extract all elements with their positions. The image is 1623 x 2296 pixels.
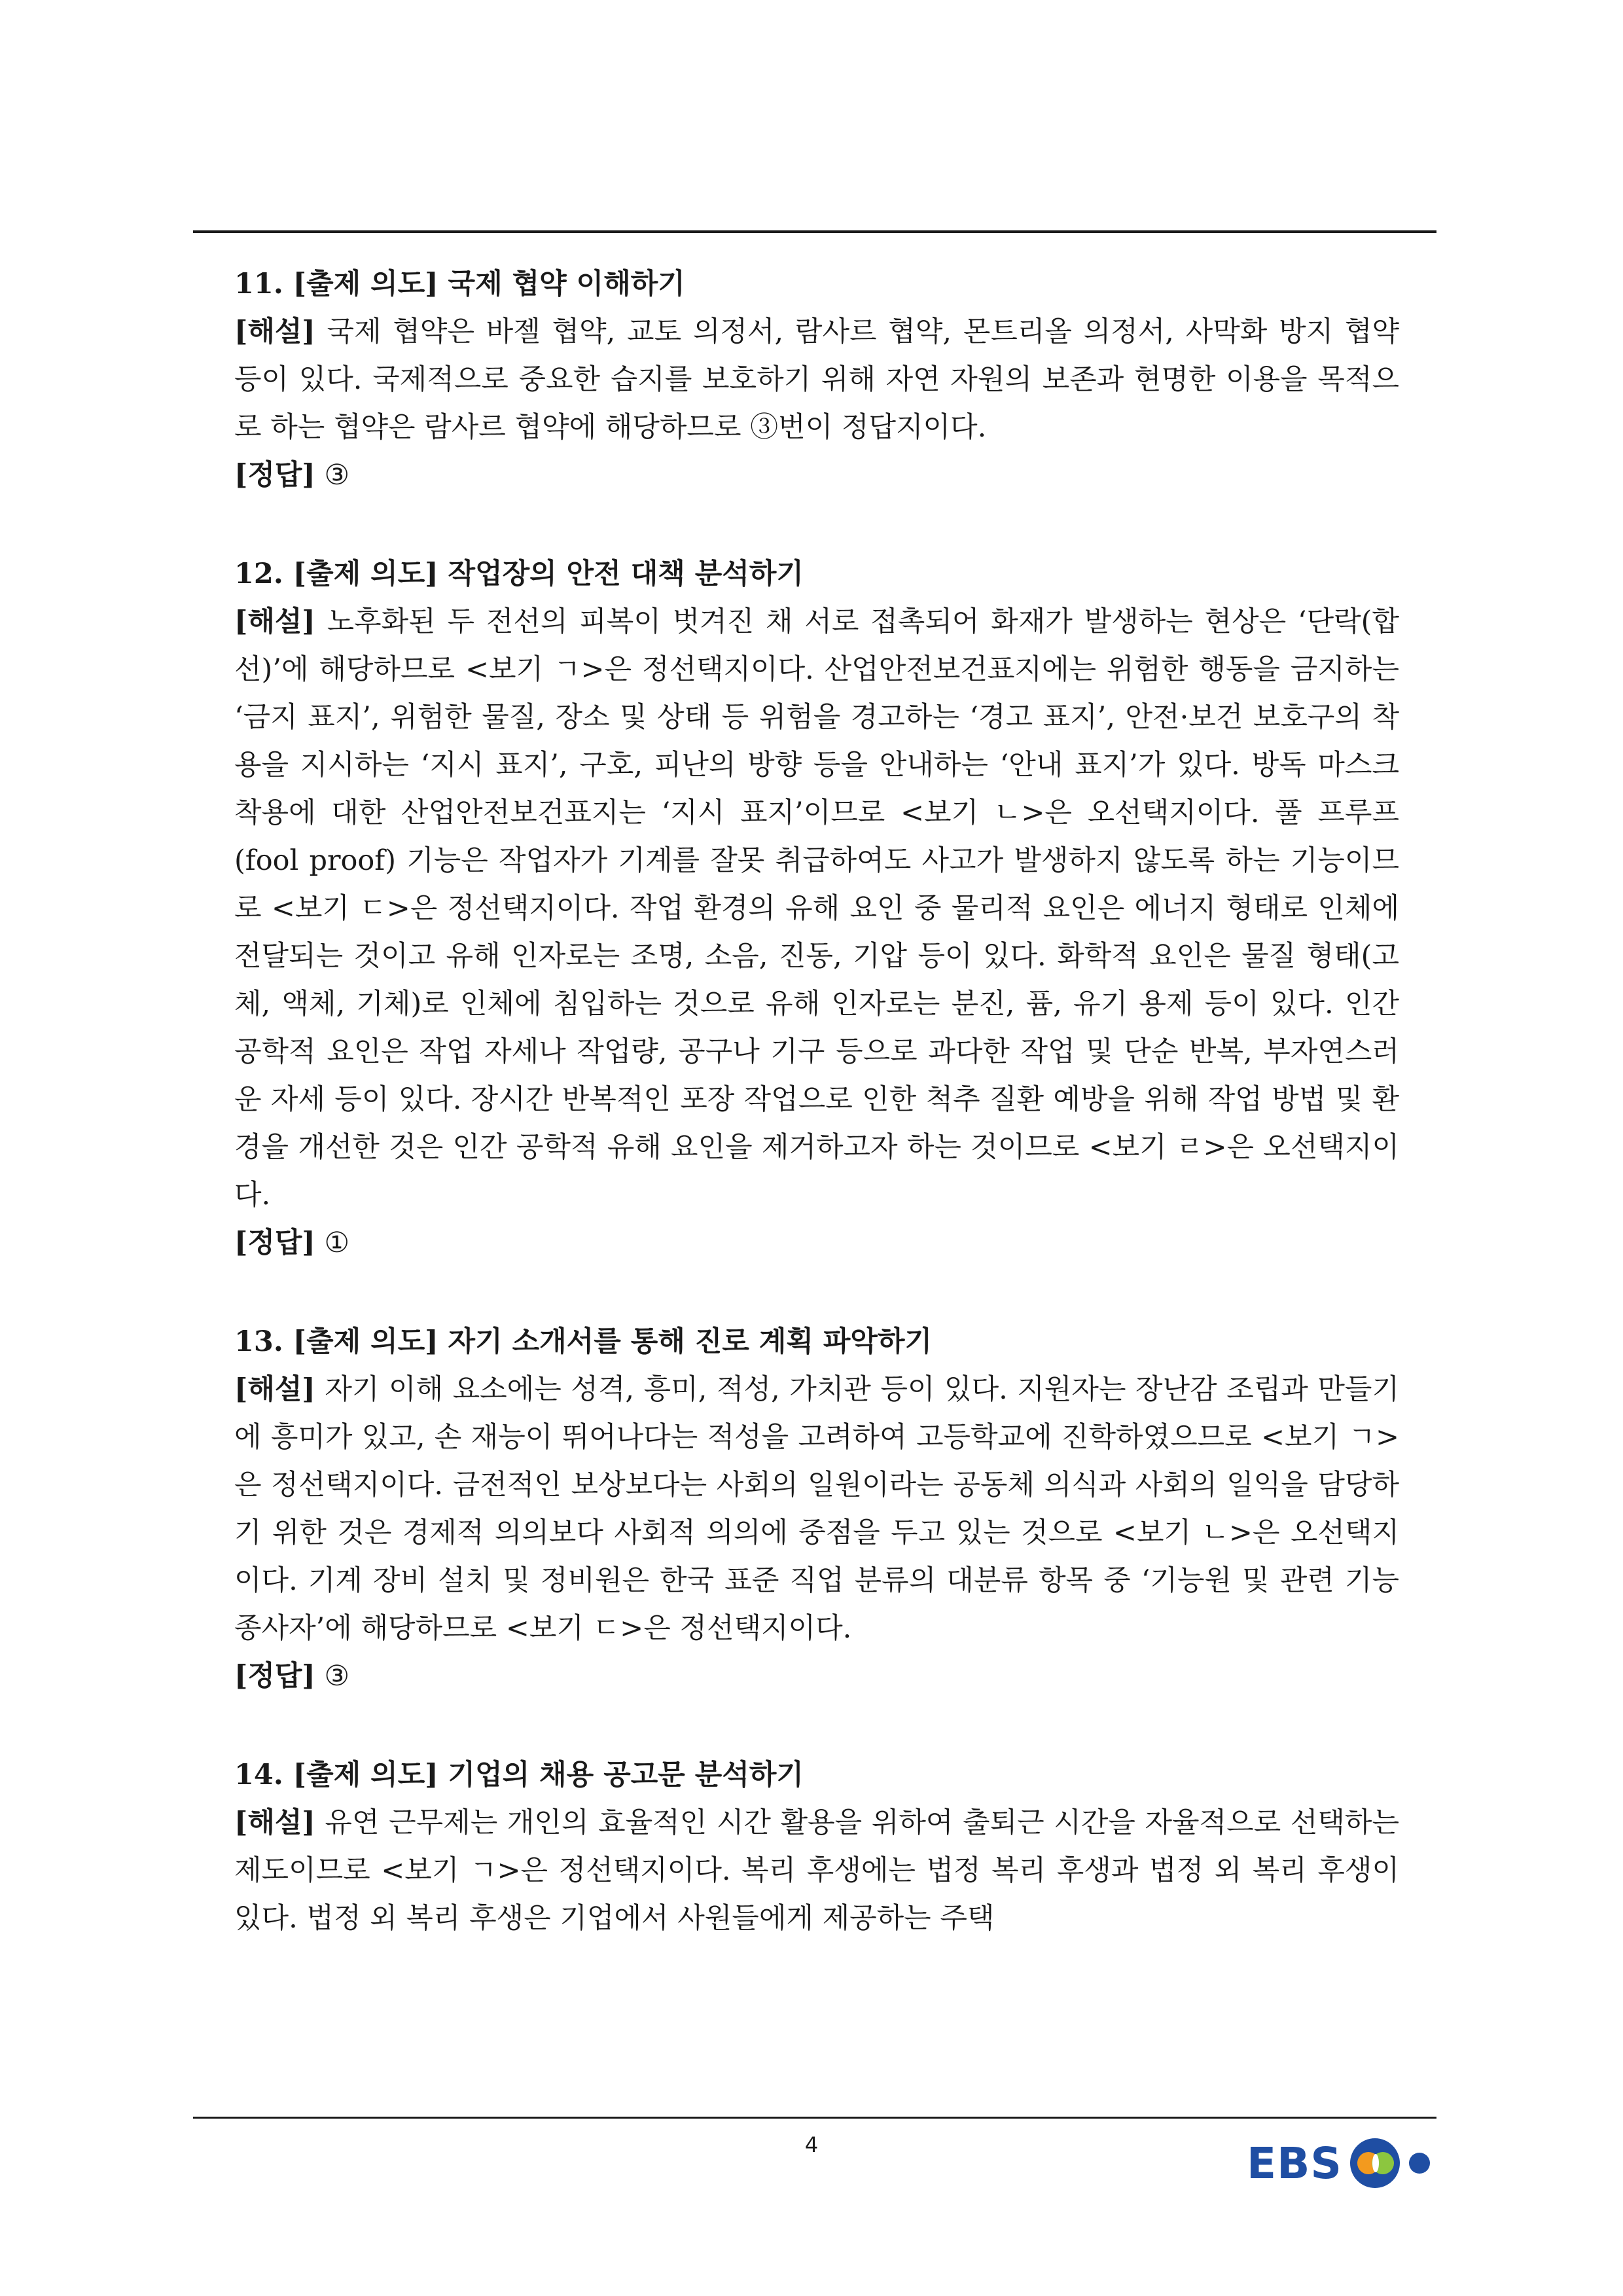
explanation-text: 국제 협약은 바젤 협약, 교토 의정서, 람사르 협약, 몬트리올 의정서, 사막화 방지 협약 등이 있다. 국제적으로 중요한 습지를 보호하기 위해 자연 자원의 보존과 현명한 이용을 목적으로 하는 협약은 람사르 협약에 해당하므로 ③번이 정답지이다. <box>234 315 1399 444</box>
footer-rule <box>193 2117 1436 2119</box>
answer-line <box>234 1219 1399 1267</box>
section-heading: 12. [출제 의도] 작업장의 안전 대책 분석하기 <box>234 558 804 590</box>
logo-white-gap <box>1372 2154 1379 2172</box>
explanation-label: [해설] <box>234 1373 315 1406</box>
section-11 <box>234 260 1399 499</box>
page-number: 4 <box>804 2132 819 2157</box>
ebs-logo <box>1247 2130 1456 2196</box>
section-12 <box>234 550 1399 1267</box>
section-13 <box>234 1318 1399 1700</box>
answer-label: [정답] <box>234 1227 315 1259</box>
answer-line <box>234 452 1399 499</box>
header-rule <box>193 230 1436 233</box>
section-heading: 14. [출제 의도] 기업의 채용 공고문 분석하기 <box>234 1759 804 1791</box>
explanation-label: [해설] <box>234 605 315 638</box>
answer-label: [정답] <box>234 1660 315 1693</box>
answer-value: ③ <box>315 1660 349 1693</box>
explanation-label: [해설] <box>234 1806 315 1839</box>
explanation-text: 유연 근무제는 개인의 효율적인 시간 활용을 위하여 출퇴근 시간을 자율적으로 선택하는 제도이므로 <보기 ㄱ>은 정선택지이다. 복리 후생에는 법정 복리 후생과 법정 외 복리 후생이 있다. 법정 외 복리 후생은 기업에서 사원들에게 제공하는 주택 <box>234 1806 1399 1935</box>
section-heading: 13. [출제 의도] 자기 소개서를 통해 진로 계획 파악하기 <box>234 1325 933 1358</box>
logo-wordmark: EBS <box>1247 2138 1342 2189</box>
logo-small-dot <box>1409 2153 1430 2174</box>
document-body <box>234 260 1399 1994</box>
explanation-paragraph <box>234 598 1399 1219</box>
answer-line <box>234 1653 1399 1700</box>
explanation-paragraph <box>234 308 1399 452</box>
answer-value: ③ <box>315 459 349 492</box>
section-14 <box>234 1751 1399 1943</box>
explanation-text: 자기 이해 요소에는 성격, 흥미, 적성, 가치관 등이 있다. 지원자는 장난감 조립과 만들기에 흥미가 있고, 손 재능이 뛰어나다는 적성을 고려하여 고등학교에 진학하였으므로 <보기 ㄱ>은 정선택지이다. 금전적인 보상보다는 사회의 일원이라는 공동체 의식과 사회의 일익을 담당하기 위한 것은 경제적 의의보다 사회적 의의에 중점을 두고 있는 것으로 <보기 ㄴ>은 오선택지이다. 기계 장비 설치 및 정비원은 한국 표준 직업 분류의 대분류 항목 중 ‘기능원 및 관련 기능 종사자’에 해당하므로 <보기 ㄷ>은 정선택지이다. <box>234 1373 1399 1645</box>
ebs-logo-icon <box>1347 2134 1439 2193</box>
explanation-paragraph <box>234 1366 1399 1653</box>
explanation-paragraph <box>234 1799 1399 1943</box>
explanation-text: 노후화된 두 전선의 피복이 벗겨진 채 서로 접촉되어 화재가 발생하는 현상은 ‘단락(합선)’에 해당하므로 <보기 ㄱ>은 정선택지이다. 산업안전보건표지에는 위험한 행동을 금지하는 ‘금지 표지’, 위험한 물질, 장소 및 상태 등 위험을 경고하는 ‘경고 표지’, 안전·보건 보호구의 착용을 지시하는 ‘지시 표지’, 구호, 피난의 방향 등을 안내하는 ‘안내 표지’가 있다. 방독 마스크 착용에 대한 산업안전보건표지는 ‘지시 표지’이므로 <보기 ㄴ>은 오선택지이다. 풀 프루프(fool proof) 기능은 작업자가 기계를 잘못 취급하여도 사고가 발생하지 않도록 하는 기능이므로 <보기 ㄷ>은 정선택지이다. 작업 환경의 유해 요인 중 물리적 요인은 에너지 형태로 인체에 전달되는 것이고 유해 인자로는 조명, 소음, 진동, 기압 등이 있다. 화학적 요인은 물질 형태(고체, 액체, 기체)로 인체에 침입하는 것으로 유해 인자로는 분진, 퓸, 유기 용제 등이 있다. 인간 공학적 요인은 작업 자세나 작업량, 공구나 기구 등으로 과다한 작업 및 단순 반복, 부자연스러운 자세 등이 있다. 장시간 반복적인 포장 작업으로 인한 척추 질환 예방을 위해 작업 방법 및 환경을 개선한 것은 인간 공학적 유해 요인을 제거하고자 하는 것이므로 <보기 ㄹ>은 오선택지이다. <box>234 605 1399 1211</box>
answer-label: [정답] <box>234 459 315 492</box>
section-heading: 11. [출제 의도] 국제 협약 이해하기 <box>234 268 685 300</box>
answer-value: ① <box>315 1227 349 1259</box>
explanation-label: [해설] <box>234 315 315 348</box>
